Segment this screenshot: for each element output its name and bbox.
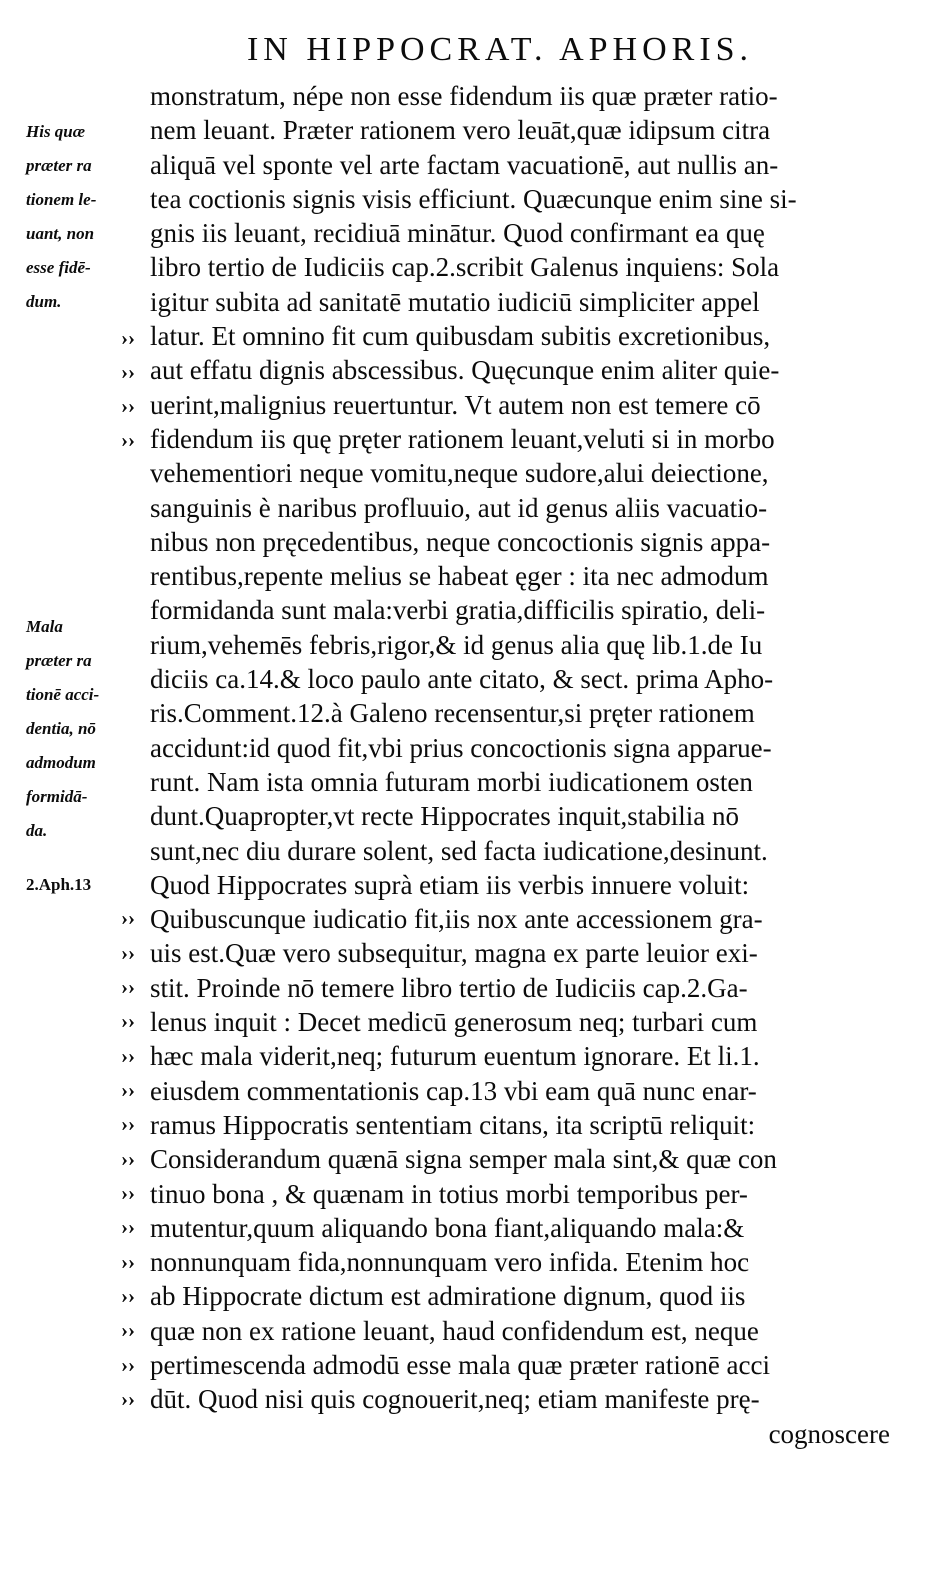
quote-mark: ››: [121, 941, 135, 965]
quote-mark: ››: [121, 360, 135, 384]
text-line: ab Hippocrate dictum est admiratione dignum, quod iis: [150, 1281, 746, 1312]
quote-mark: ››: [121, 1318, 135, 1342]
quote-mark: ››: [121, 1078, 135, 1102]
text-line: aut effatu dignis abscessibus. Quęcunque enim aliter quie-: [150, 355, 780, 386]
marginal-note-line: admodum: [26, 753, 96, 772]
text-line: accidunt:id quod fit,vbi prius concoctionis signa apparue-: [150, 732, 772, 763]
text-line: tinuo bona , & quænam in totius morbi temporibus per-: [150, 1178, 748, 1209]
quote-mark: ››: [121, 1250, 135, 1274]
marginal-note-line: tionem le-: [26, 190, 97, 209]
text-line: lenus inquit : Decet medicū generosum neq; turbari cum: [150, 1007, 758, 1038]
quote-mark: ››: [121, 1353, 135, 1377]
text-line: dūt. Quod nisi quis cognouerit,neq; etiam manifeste prę-: [150, 1384, 760, 1415]
text-line: pertimescenda admodū esse mala quæ præter rationē acci: [150, 1349, 771, 1380]
quote-mark: ››: [121, 975, 135, 999]
text-line: nibus non pręcedentibus, neque concoctionis signis appa-: [150, 526, 771, 557]
marginal-note-line: tionē acci-: [26, 685, 100, 704]
body-text: [150, 79, 890, 1451]
marginal-note-line: dum.: [26, 292, 62, 311]
marginal-note-line: præter ra: [26, 651, 92, 670]
text-line: uis est.Quæ vero subsequitur, magna ex parte leuior exi-: [150, 938, 758, 969]
text-line: nem leuant. Præter rationem vero leuāt,quæ idipsum citra: [150, 115, 771, 146]
quote-mark: ››: [121, 1387, 135, 1411]
marginal-note-line: formidā-: [26, 787, 88, 806]
marginal-note-line: da.: [26, 821, 48, 840]
text-line: hæc mala viderit,neq; futurum euentum ignorare. Et li.1.: [150, 1041, 760, 1072]
running-head: IN HIPPOCRAT. APHORIS.: [246, 31, 754, 68]
aphorism-reference: 2.Aph.13: [26, 875, 92, 894]
text-line: fidendum iis quę pręter rationem leuant,veluti si in morbo: [150, 423, 775, 454]
quote-mark: ››: [121, 1147, 135, 1171]
quote-mark: ››: [121, 428, 135, 452]
marginal-note-line: His quæ: [26, 122, 86, 141]
text-line: sanguinis è naribus profluuio, aut id genus aliis vacuatio-: [150, 492, 768, 523]
quote-mark: ››: [121, 1044, 135, 1068]
quote-mark: ››: [121, 326, 135, 350]
text-line: nonnunquam fida,nonnunquam vero infida. Etenim hoc: [150, 1247, 750, 1278]
marginal-note-line: dentia, nō: [26, 719, 96, 738]
marginal-note-line: Mala: [26, 617, 63, 636]
text-line: mutentur,quum aliquando bona fiant,aliquando mala:&: [150, 1212, 745, 1243]
text-line: dunt.Quapropter,vt recte Hippocrates inquit,stabilia nō: [150, 801, 740, 832]
text-line: vehementiori neque vomitu,neque sudore,alui deiectione,: [150, 458, 769, 489]
text-line: ramus Hippocratis sententiam citans, ita scriptū reliquit:: [150, 1109, 756, 1140]
text-line: runt. Nam ista omnia futuram morbi iudicationem osten: [150, 766, 753, 797]
text-line: quæ non ex ratione leuant, haud confidendum est, neque: [150, 1315, 759, 1346]
text-line: stit. Proinde nō temere libro tertio de Iudiciis cap.2.Ga-: [150, 972, 748, 1003]
text-line: gnis iis leuant, recidiuā minātur. Quod confirmant ea quę: [150, 218, 765, 249]
quote-mark: ››: [121, 394, 135, 418]
marginal-note-line: uant, non: [26, 224, 95, 243]
text-line: eiusdem commentationis cap.13 vbi eam quā nunc enar-: [150, 1075, 757, 1106]
quote-mark: ››: [121, 1284, 135, 1308]
marginal-note-line: præter ra: [26, 156, 92, 175]
text-line: rentibus,repente melius se habeat ęger : ita nec admodum: [150, 561, 769, 592]
text-line: latur. Et omnino fit cum quibusdam subitis excretionibus,: [150, 321, 771, 352]
text-line: monstratum, népe non esse fidendum iis quæ præter ratio-: [150, 81, 778, 111]
text-line: Quibuscunque iudicatio fit,iis nox ante accessionem gra-: [150, 904, 763, 935]
text-line: formidanda sunt mala:verbi gratia,difficilis spiratio, deli-: [150, 595, 766, 626]
text-line: igitur subita ad sanitatē mutatio iudiciū simpliciter appel: [150, 286, 760, 317]
text-line: libro tertio de Iudiciis cap.2.scribit Galenus inquiens: Sola: [150, 252, 780, 283]
quote-mark: ››: [121, 906, 135, 930]
text-line: uerint,malignius reuertuntur. Vt autem non est temere cō: [150, 389, 761, 420]
quote-mark: ››: [121, 1112, 135, 1136]
text-line: diciis ca.14.& loco paulo ante citato, & sect. prima Apho-: [150, 664, 774, 695]
quote-mark: ››: [121, 1181, 135, 1205]
text-line: ris.Comment.12.à Galeno recensentur,si pręter rationem: [150, 698, 755, 729]
quote-mark: ››: [121, 1215, 135, 1239]
text-line: tea coctionis signis visis efficiunt. Quæcunque enim sine si-: [150, 183, 797, 214]
text-line: Quod Hippocrates suprà etiam iis verbis innuere voluit:: [150, 869, 750, 900]
marginal-note-line: esse fidē-: [26, 258, 91, 277]
text-line: sunt,nec diu durare solent, sed facta iudicatione,desinunt.: [150, 835, 768, 866]
text-line: aliquā vel sponte vel arte factam vacuationē, aut nullis an-: [150, 149, 779, 180]
text-line: rium,vehemēs febris,rigor,& id genus alia quę lib.1.de Iu: [150, 629, 763, 660]
catchword: cognoscere: [768, 1418, 890, 1449]
text-line: Considerandum quænā signa semper mala sint,& quæ con: [150, 1144, 777, 1175]
quote-mark: ››: [121, 1009, 135, 1033]
